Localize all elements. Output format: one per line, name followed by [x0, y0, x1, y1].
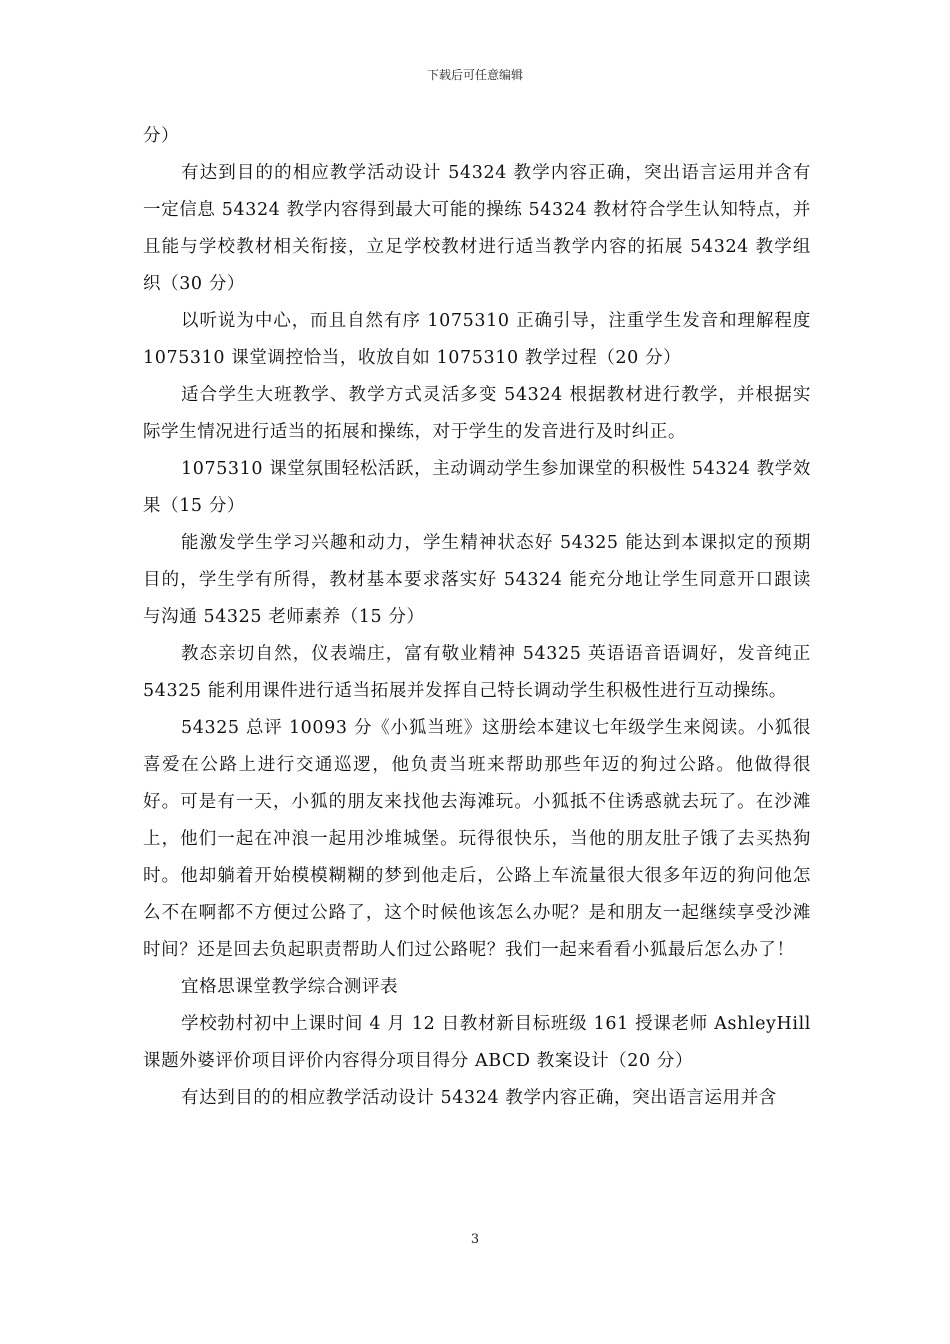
paragraph: 1075310 课堂氛围轻松活跃，主动调动学生参加课堂的积极性 54324 教学效果（15 分）	[143, 459, 811, 516]
paragraph: 教态亲切自然，仪表端庄，富有敬业精神 54325 英语语音语调好，发音纯正 54325 能利用课件进行适当拓展并发挥自己特长调动学生积极性进行互动操练。	[143, 644, 811, 701]
paragraph: 学校勃村初中上课时间 4 月 12 日教材新目标班级 161 授课老师 AshleyHill 课题外婆评价项目评价内容得分项目得分 ABCD 教案设计（20 分）	[143, 1014, 811, 1071]
paragraph: 适合学生大班教学、教学方式灵活多变 54324 根据教材进行教学，并根据实际学生情况进行适当的拓展和操练，对于学生的发音进行及时纠正。	[143, 385, 811, 442]
document-body	[143, 118, 811, 1117]
table-title: 宜格思课堂教学综合测评表	[181, 977, 399, 997]
paragraph: 有达到目的的相应教学活动设计 54324 教学内容正确，突出语言运用并含有一定信息 54324 教学内容得到最大可能的操练 54324 教材符合学生认知特点，并且能与学校教材相关衔接，立足学校教材进行适当教学内容的拓展 54324 教学组织（30 分）	[143, 163, 811, 294]
paragraph: 以听说为中心，而且自然有序 1075310 正确引导，注重学生发音和理解程度 1075310 课堂调控恰当，收放自如 1075310 教学过程（20 分）	[143, 311, 811, 368]
paragraph: 54325 总评 10093 分《小狐当班》这册绘本建议七年级学生来阅读。小狐很喜爱在公路上进行交通巡逻，他负责当班来帮助那些年迈的狗过公路。他做得很好。可是有一天，小狐的朋友来找他去海滩玩。小狐抵不住诱惑就去玩了。在沙滩上，他们一起在冲浪一起用沙堆城堡。玩得很快乐，当他的朋友肚子饿了去买热狗时。他却躺着开始模模糊糊的梦到他走后，公路上车流量很大很多年迈的狗问他怎么不在啊都不方便过公路了，这个时候他该怎么办呢？是和朋友一起继续享受沙滩时间？还是回去负起职责帮助人们过公路呢？我们一起来看看小狐最后怎么办了！	[143, 718, 811, 960]
paragraph: 有达到目的的相应教学活动设计 54324 教学内容正确，突出语言运用并含	[181, 1088, 777, 1108]
page-header: 下载后可任意编辑	[426, 68, 523, 82]
paragraph: 分）	[143, 126, 180, 146]
page-number: 3	[470, 1232, 480, 1247]
paragraph: 能激发学生学习兴趣和动力，学生精神状态好 54325 能达到本课拟定的预期目的，学生学有所得，教材基本要求落实好 54324 能充分地让学生同意开口跟读与沟通 54325 老师素养（15 分）	[143, 533, 811, 627]
